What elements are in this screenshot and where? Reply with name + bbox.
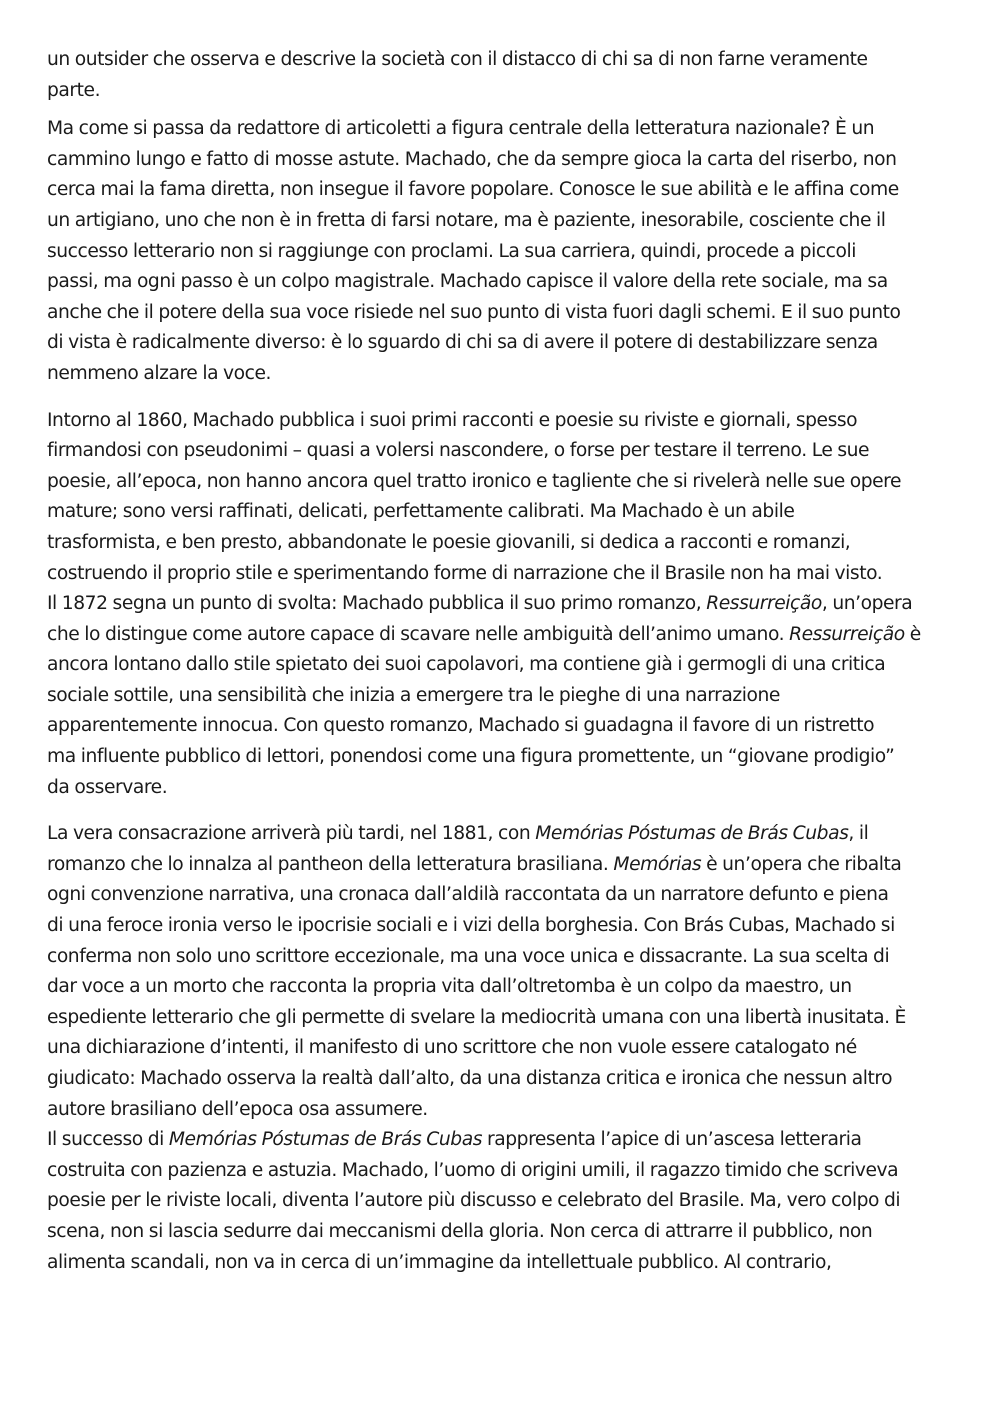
text-line <box>47 1248 959 1279</box>
text-line <box>47 497 959 528</box>
text-segment: La vera consacrazione arriverà più tardi, nel 1881, con <box>47 823 536 845</box>
text-segment: , un’opera <box>821 593 913 615</box>
text-segment: trasformista, e ben presto, abbandonate le poesie giovanili, si dedica a racconti e romanzi, <box>47 531 851 553</box>
text-line <box>47 620 959 651</box>
text-segment: costruendo il proprio stile e sperimentando forme di narrazione che il Brasile non ha mai visto. <box>47 562 883 584</box>
text-segment: apparentemente innocua. Con questo romanzo, Machado si guadagna il favore di un ristretto <box>47 715 875 737</box>
text-line <box>47 773 959 804</box>
text-segment: Intorno al 1860, Machado pubblica i suoi primi racconti e poesie su riviste e giornali, spesso <box>47 409 858 431</box>
text-line <box>47 1064 959 1095</box>
paragraph <box>47 45 959 106</box>
text-line <box>47 1156 959 1187</box>
text-line <box>47 1033 959 1064</box>
text-line <box>47 650 959 681</box>
text-line <box>47 1003 959 1034</box>
text-line <box>47 972 959 1003</box>
text-segment: costruita con pazienza e astuzia. Machado, l’uomo di origini umili, il ragazzo timido che scriveva <box>47 1159 899 1181</box>
text-line <box>47 819 959 850</box>
text-line <box>47 589 959 620</box>
text-segment: poesie, all’epoca, non hanno ancora quel tratto ironico e tagliente che si rivelerà nelle sue opere <box>47 470 902 492</box>
text-line <box>47 1125 959 1156</box>
text-segment: ma influente pubblico di lettori, ponendosi come una figura promettente, un “giovane prodigio” <box>47 746 895 768</box>
text-segment: ogni convenzione narrativa, una cronaca dall’aldilà raccontata da un narratore defunto e piena <box>47 884 889 906</box>
text-line <box>47 406 959 437</box>
text-segment: scena, non si lascia sedurre dai meccanismi della gloria. Non cerca di attrarre il pubblico, non <box>47 1220 873 1242</box>
text-segment: , il <box>848 823 869 845</box>
text-segment: un outsider che osserva e descrive la società con il distacco di chi sa di non farne veramente <box>47 49 868 70</box>
text-line <box>47 267 959 298</box>
text-segment: autore brasiliano dell’epoca osa assumere. <box>47 1098 428 1120</box>
text-segment: anche che il potere della sua voce risiede nel suo punto di vista fuori dagli schemi. E il suo punto <box>47 301 901 323</box>
text-segment: un artigiano, uno che non è in fretta di farsi notare, ma è paziente, inesorabile, cosciente che il <box>47 209 886 231</box>
text-segment: cammino lungo e fatto di mosse astute. Machado, che da sempre gioca la carta del riserbo, non <box>47 148 897 170</box>
text-line <box>47 711 959 742</box>
text-segment: Ma come si passa da redattore di articoletti a figura centrale della letteratura nazionale? È un <box>47 118 875 140</box>
text-line <box>47 145 959 176</box>
text-segment: parte. <box>47 79 101 101</box>
text-segment: è un’opera che ribalta <box>701 853 902 875</box>
text-segment: espediente letterario che gli permette di svelare la mediocrità umana con una libertà inusitata. È <box>47 1006 906 1028</box>
text-segment: dar voce a un morto che racconta la propria vita dall’oltretomba è un colpo da maestro, un <box>47 976 852 998</box>
text-line <box>47 942 959 973</box>
text-segment: cerca mai la fama diretta, non insegue il favore popolare. Conosce le sue abilità e le affina come <box>47 179 899 201</box>
text-segment: è <box>904 623 921 645</box>
text-line <box>47 237 959 268</box>
text-segment: Il 1872 segna un punto di svolta: Machado pubblica il suo primo romanzo, <box>47 593 707 615</box>
text-segment: poesie per le riviste locali, diventa l’autore più discusso e celebrato del Brasile. Ma, vero colpo di <box>47 1190 901 1212</box>
text-segment: di vista è radicalmente diverso: è lo sguardo di chi sa di avere il potere di destabilizzare senza <box>47 332 878 354</box>
text-segment: una dichiarazione d’intenti, il manifesto di uno scrittore che non vuole essere catalogato né <box>47 1037 857 1059</box>
text-segment: firmandosi con pseudonimi – quasi a volersi nascondere, o forse per testare il terreno. Le sue <box>47 440 870 462</box>
text-segment: Il successo di <box>47 1129 169 1151</box>
italic-title: Ressurreição <box>789 623 905 645</box>
italic-title: Memórias Póstumas de Brás Cubas <box>168 1129 483 1151</box>
text-line <box>47 559 959 590</box>
text-line <box>47 528 959 559</box>
text-line <box>47 467 959 498</box>
text-line <box>47 298 959 329</box>
text-segment: rappresenta l’apice di un’ascesa letteraria <box>482 1129 862 1151</box>
paragraph <box>47 819 959 1125</box>
text-line <box>47 911 959 942</box>
text-segment: passi, ma ogni passo è un colpo magistrale. Machado capisce il valore della rete sociale, ma sa <box>47 271 888 293</box>
text-line <box>47 850 959 881</box>
text-line <box>47 681 959 712</box>
paragraph <box>47 114 959 389</box>
text-segment: che lo distingue come autore capace di scavare nelle ambiguità dell’animo umano. <box>47 623 790 645</box>
text-line <box>47 1095 959 1126</box>
text-segment: ancora lontano dallo stile spietato dei suoi capolavori, ma contiene già i germogli di una critica <box>47 654 886 676</box>
italic-title: Ressurreição <box>706 593 822 615</box>
text-segment: nemmeno alzare la voce. <box>47 362 272 384</box>
italic-title: Memórias Póstumas de Brás Cubas <box>535 823 849 845</box>
paragraph <box>47 406 959 804</box>
text-line <box>47 1217 959 1248</box>
text-segment: mature; sono versi raffinati, delicati, perfettamente calibrati. Ma Machado è un abile <box>47 501 795 523</box>
italic-title: Memórias <box>613 853 702 875</box>
text-line <box>47 1186 959 1217</box>
text-line <box>47 206 959 237</box>
text-line <box>47 742 959 773</box>
text-line <box>47 880 959 911</box>
text-line <box>47 114 959 145</box>
text-segment: sociale sottile, una sensibilità che inizia a emergere tra le pieghe di una narrazione <box>47 684 780 706</box>
text-segment: alimenta scandali, non va in cerca di un’immagine da intellettuale pubblico. Al contrario, <box>47 1251 832 1273</box>
text-segment: romanzo che lo innalza al pantheon della letteratura brasiliana. <box>47 853 614 875</box>
document-page <box>47 45 959 1278</box>
text-line <box>47 359 959 390</box>
text-segment: successo letterario non si raggiunge con proclami. La sua carriera, quindi, procede a piccoli <box>47 240 856 262</box>
text-segment: di una feroce ironia verso le ipocrisie sociali e i vizi della borghesia. Con Brás Cubas, Machado si <box>47 915 895 937</box>
text-line <box>47 45 959 76</box>
text-segment: da osservare. <box>47 776 168 798</box>
text-line <box>47 175 959 206</box>
text-segment: giudicato: Machado osserva la realtà dall’alto, da una distanza critica e ironica che nessun altro <box>47 1068 893 1089</box>
paragraph <box>47 1125 959 1278</box>
text-line <box>47 76 959 107</box>
text-line <box>47 328 959 359</box>
text-segment: conferma non solo uno scrittore eccezionale, ma una voce unica e dissacrante. La sua scelta di <box>47 945 890 967</box>
text-line <box>47 436 959 467</box>
